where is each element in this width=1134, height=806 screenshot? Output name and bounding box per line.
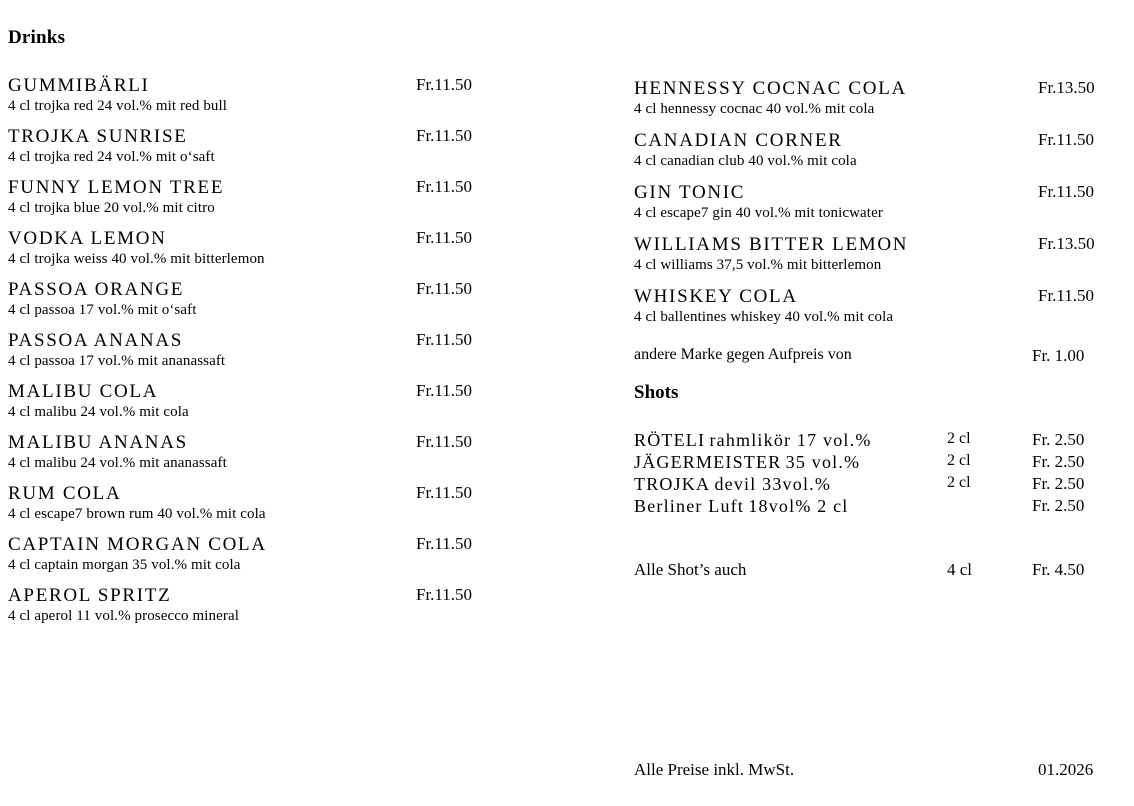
all-shots-label: Alle Shot’s auch: [634, 560, 747, 579]
list-item: [8, 228, 508, 268]
list-item: [8, 126, 508, 166]
drink-name: CANADIAN CORNER: [634, 130, 843, 151]
drink-description: 4 cl escape7 brown rum 40 vol.% mit cola: [8, 506, 266, 522]
shot-price: Fr. 2.50: [1032, 430, 1085, 449]
drink-name: WHISKEY COLA: [634, 286, 798, 307]
drink-price: Fr.11.50: [416, 432, 473, 451]
drink-name: HENNESSY COCNAC COLA: [634, 78, 907, 99]
shot-name: Berliner Luft: [634, 496, 745, 516]
drink-name: GUMMIBÄRLI: [8, 75, 150, 96]
drink-description: 4 cl ballentines whiskey 40 vol.% mit cola: [634, 309, 894, 325]
surcharge-note: [634, 346, 1110, 364]
drink-price: Fr.11.50: [1038, 182, 1095, 201]
drink-description: 4 cl trojka red 24 vol.% mit red bull: [8, 98, 228, 114]
drink-description: 4 cl passoa 17 vol.% mit o‘saft: [8, 302, 197, 318]
drinks-column-right: [634, 0, 1110, 582]
footer: [634, 760, 1110, 780]
list-item: [8, 75, 508, 115]
drink-price: Fr.11.50: [416, 126, 473, 145]
drinks-list-right: [634, 78, 1110, 326]
list-item: [8, 432, 508, 472]
list-item: [634, 182, 1110, 222]
shot-volume: 2 cl: [947, 430, 971, 447]
drink-price: Fr.11.50: [416, 228, 473, 247]
shot-name: JÄGERMEISTER: [634, 452, 782, 472]
drink-price: Fr.11.50: [416, 483, 473, 502]
drink-description: 4 cl canadian club 40 vol.% mit cola: [634, 153, 857, 169]
spacer: [634, 0, 1110, 78]
drink-price: Fr.13.50: [1038, 78, 1095, 97]
list-item: [634, 130, 1110, 170]
shot-price: Fr. 2.50: [1032, 474, 1085, 493]
drink-price: Fr.11.50: [1038, 286, 1095, 305]
shot-description: rahmlikör 17 vol.%: [709, 430, 872, 450]
drink-description: 4 cl trojka weiss 40 vol.% mit bitterlemon: [8, 251, 265, 267]
all-shots-price: Fr. 4.50: [1032, 560, 1085, 579]
shot-name: TROJKA: [634, 474, 711, 494]
drink-description: 4 cl hennessy cocnac 40 vol.% mit cola: [634, 101, 875, 117]
list-item: [8, 330, 508, 370]
drink-name: PASSOA ORANGE: [8, 279, 185, 300]
shots-title: Shots: [634, 382, 679, 403]
drink-price: Fr.13.50: [1038, 234, 1095, 253]
page-title: Drinks: [8, 27, 66, 48]
drink-description: 4 cl aperol 11 vol.% prosecco mineral: [8, 608, 239, 624]
drink-name: MALIBU COLA: [8, 381, 159, 402]
list-item: [8, 381, 508, 421]
shot-description: 18vol% 2 cl: [748, 496, 849, 516]
drink-price: Fr.11.50: [1038, 130, 1095, 149]
list-item: [8, 177, 508, 217]
drink-price: Fr.11.50: [416, 381, 473, 400]
shot-description: 35 vol.%: [785, 452, 861, 472]
all-shots-volume: 4 cl: [947, 560, 973, 579]
list-item: [634, 452, 1110, 474]
shot-description: devil 33vol.%: [714, 474, 832, 494]
drinks-list-left: [8, 75, 508, 625]
shot-volume: 2 cl: [947, 452, 971, 469]
drink-price: Fr.11.50: [416, 585, 473, 604]
drink-description: 4 cl captain morgan 35 vol.% mit cola: [8, 557, 241, 573]
drink-name: APEROL SPRITZ: [8, 585, 172, 606]
surcharge-note-text: andere Marke gegen Aufpreis von: [634, 346, 852, 363]
shot-name: RÖTELI: [634, 430, 706, 450]
shot-price: Fr. 2.50: [1032, 452, 1085, 471]
drink-description: 4 cl malibu 24 vol.% mit cola: [8, 404, 189, 420]
drink-price: Fr.11.50: [416, 534, 473, 553]
list-item: [8, 585, 508, 625]
shot-volume: 2 cl: [947, 474, 971, 491]
shot-price: Fr. 2.50: [1032, 496, 1085, 515]
list-item: [8, 279, 508, 319]
list-item: [634, 78, 1110, 118]
drink-name: GIN TONIC: [634, 182, 746, 203]
footer-date: 01.2026: [1038, 760, 1094, 779]
all-shots-row: [634, 560, 1110, 582]
drink-description: 4 cl trojka red 24 vol.% mit o‘saft: [8, 149, 215, 165]
list-item: [634, 430, 1110, 452]
list-item: [634, 496, 1110, 518]
surcharge-note-price: Fr. 1.00: [1032, 346, 1085, 365]
drink-name: WILLIAMS BITTER LEMON: [634, 234, 909, 255]
drink-name: MALIBU ANANAS: [8, 432, 188, 453]
drink-price: Fr.11.50: [416, 279, 473, 298]
list-item: [8, 483, 508, 523]
drink-price: Fr.11.50: [416, 75, 473, 94]
drink-description: 4 cl williams 37,5 vol.% mit bitterlemon: [634, 257, 882, 273]
drink-description: 4 cl trojka blue 20 vol.% mit citro: [8, 200, 215, 216]
drink-description: 4 cl malibu 24 vol.% mit ananassaft: [8, 455, 227, 471]
drink-description: 4 cl escape7 gin 40 vol.% mit tonicwater: [634, 205, 883, 221]
shots-list: [634, 430, 1110, 582]
footer-inner: [634, 760, 1110, 780]
drink-name: FUNNY LEMON TREE: [8, 177, 225, 198]
list-item: [8, 534, 508, 574]
list-item: [634, 286, 1110, 326]
drink-name: TROJKA SUNRISE: [8, 126, 188, 147]
drink-price: Fr.11.50: [416, 177, 473, 196]
drink-name: PASSOA ANANAS: [8, 330, 184, 351]
drink-name: RUM COLA: [8, 483, 122, 504]
drink-price: Fr.11.50: [416, 330, 473, 349]
drink-name: VODKA LEMON: [8, 228, 167, 249]
list-item: [634, 474, 1110, 496]
drink-description: 4 cl passoa 17 vol.% mit ananassaft: [8, 353, 226, 369]
drinks-column-left: [8, 0, 508, 636]
footer-text: Alle Preise inkl. MwSt.: [634, 760, 795, 779]
drink-name: CAPTAIN MORGAN COLA: [8, 534, 267, 555]
list-item: [634, 234, 1110, 274]
